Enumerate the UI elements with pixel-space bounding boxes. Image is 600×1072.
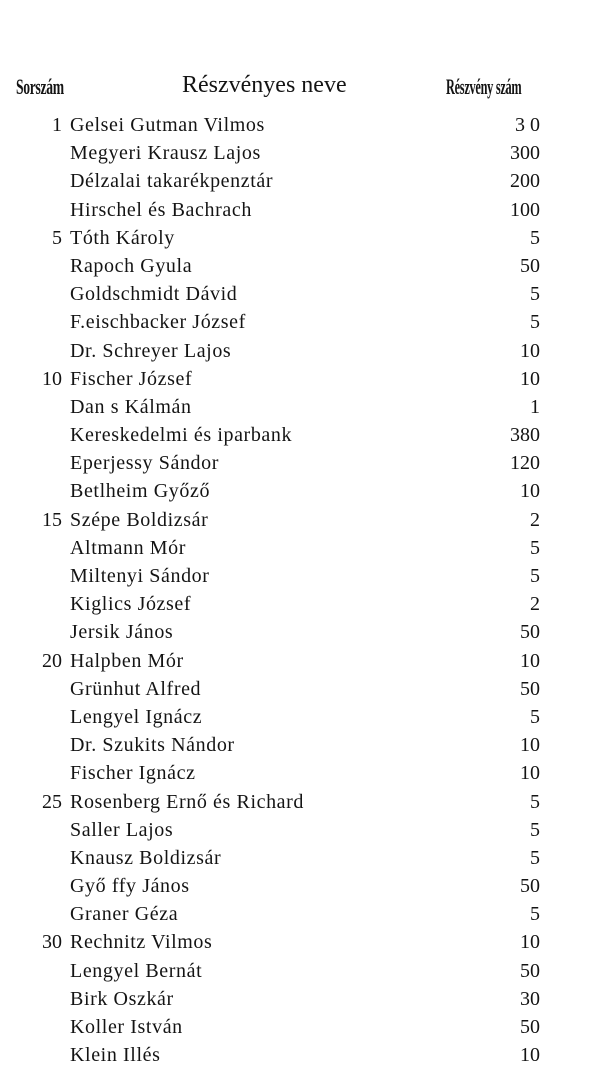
table-row — [0, 111, 600, 139]
table-row — [0, 196, 600, 224]
table-row — [0, 872, 600, 900]
shareholder-name: Gelsei Gutman Vilmos — [70, 114, 265, 136]
shareholder-name: Dan s Kálmán — [70, 395, 192, 418]
shareholder-name: Tóth Károly — [70, 226, 175, 249]
share-count: 50 — [520, 875, 540, 898]
shareholder-name: Győ ffy János — [70, 875, 190, 898]
share-count: 5 — [530, 790, 540, 813]
shareholder-name: Lengyel Ignácz — [70, 705, 203, 728]
shareholder-name: Kereskedelmi és iparbank — [70, 424, 293, 447]
table-row — [0, 506, 600, 534]
shareholder-name: Betlheim Győző — [70, 480, 211, 503]
shares-column-header: Részvény szám — [446, 74, 522, 99]
shareholder-name: Fischer Ignácz — [70, 762, 196, 785]
shareholder-name: Dr. Szukits Nándor — [70, 734, 235, 757]
share-count: 10 — [520, 931, 540, 954]
share-count: 5 — [530, 846, 540, 869]
shareholder-name: Lengyel Bernát — [70, 959, 203, 982]
share-count: 10 — [520, 734, 540, 757]
shareholder-name: Saller Lajos — [70, 818, 174, 841]
share-count: 5 — [530, 283, 540, 306]
number-column-header: Sorszám — [16, 74, 64, 99]
share-count: 50 — [520, 621, 540, 644]
table-row — [0, 844, 600, 872]
table-row — [0, 393, 600, 421]
shareholder-name: Dr. Schreyer Lajos — [70, 339, 232, 362]
share-count: 50 — [520, 677, 540, 700]
table-row — [0, 788, 600, 816]
shareholder-name: Birk Oszkár — [70, 987, 174, 1010]
share-count: 300 — [510, 142, 540, 165]
table-header — [0, 66, 600, 106]
row-number: 5 — [52, 226, 62, 249]
share-count: 5 — [530, 226, 540, 249]
row-number: 10 — [42, 367, 62, 390]
table-row — [0, 928, 600, 956]
share-count: 5 — [530, 903, 540, 926]
shareholder-name: Rechnitz Vilmos — [70, 931, 213, 954]
shareholder-name: Grünhut Alfred — [70, 677, 202, 700]
table-row — [0, 1041, 600, 1069]
share-count: 10 — [520, 762, 540, 785]
share-count: 380 — [510, 424, 540, 447]
shareholder-name: Eperjessy Sándor — [70, 452, 220, 475]
table-row — [0, 985, 600, 1013]
table-row — [0, 1013, 600, 1041]
share-count: 5 — [530, 818, 540, 841]
share-count: 100 — [510, 198, 540, 221]
shareholder-name: Délzalai takarékpenztár — [70, 170, 274, 193]
table-row — [0, 337, 600, 365]
table-row — [0, 647, 600, 675]
share-count: 5 — [530, 565, 540, 587]
shareholder-name: Kiglics József — [70, 593, 192, 616]
shareholder-name: Megyeri Krausz Lajos — [70, 142, 261, 165]
share-count: 2 — [530, 593, 540, 616]
row-number: 15 — [42, 508, 62, 531]
row-number: 20 — [42, 649, 62, 672]
shareholder-name: Goldschmidt Dávid — [70, 283, 238, 306]
table-row — [0, 224, 600, 252]
table-row — [0, 365, 600, 393]
shareholder-name: Rosenberg Ernő és Richard — [70, 790, 305, 813]
table-row — [0, 703, 600, 731]
share-count: 10 — [520, 649, 540, 672]
shareholder-name: Hirschel és Bachrach — [70, 198, 252, 221]
share-count: 3 0 — [515, 114, 540, 136]
table-row — [0, 477, 600, 505]
shareholder-name: Miltenyi Sándor — [70, 565, 210, 587]
share-count: 120 — [510, 452, 540, 475]
table-row — [0, 308, 600, 336]
shareholder-name: Altmann Mór — [70, 536, 187, 559]
share-count: 50 — [520, 959, 540, 982]
table-row — [0, 816, 600, 844]
share-count: 10 — [520, 367, 540, 390]
table-row — [0, 534, 600, 562]
shareholder-list — [0, 111, 600, 1069]
share-count: 5 — [530, 536, 540, 559]
shareholder-name: Koller István — [70, 1016, 183, 1038]
share-count: 10 — [520, 480, 540, 503]
table-row — [0, 759, 600, 787]
table-row — [0, 900, 600, 928]
shareholder-name: Klein Illés — [70, 1044, 161, 1067]
table-row — [0, 280, 600, 308]
row-number: 1 — [52, 114, 62, 136]
shareholder-name: Rapoch Gyula — [70, 254, 193, 277]
share-count: 10 — [520, 339, 540, 362]
row-number: 30 — [42, 931, 62, 954]
shareholder-name: Jersik János — [70, 621, 174, 644]
share-count: 2 — [530, 508, 540, 531]
table-row — [0, 139, 600, 167]
table-row — [0, 421, 600, 449]
table-row — [0, 731, 600, 759]
table-row — [0, 618, 600, 646]
shareholder-name: Knausz Boldizsár — [70, 846, 222, 869]
share-count: 5 — [530, 705, 540, 728]
share-count: 30 — [520, 987, 540, 1010]
shareholder-name: F.eischbacker József — [70, 311, 246, 334]
table-row — [0, 957, 600, 985]
table-row — [0, 562, 600, 590]
table-row — [0, 252, 600, 280]
table-row — [0, 449, 600, 477]
table-row — [0, 167, 600, 195]
share-count: 200 — [510, 170, 540, 193]
share-count: 1 — [530, 395, 540, 418]
shareholder-name: Fischer József — [70, 367, 193, 390]
name-column-header: Részvényes neve — [182, 72, 347, 98]
share-count: 50 — [520, 254, 540, 277]
share-count: 5 — [530, 311, 540, 334]
row-number: 25 — [42, 790, 62, 813]
table-row — [0, 590, 600, 618]
table-row — [0, 675, 600, 703]
shareholder-name: Szépe Boldizsár — [70, 508, 209, 531]
shareholder-name: Graner Géza — [70, 903, 179, 926]
share-count: 50 — [520, 1016, 540, 1038]
share-count: 10 — [520, 1044, 540, 1067]
shareholder-name: Halpben Mór — [70, 649, 184, 672]
